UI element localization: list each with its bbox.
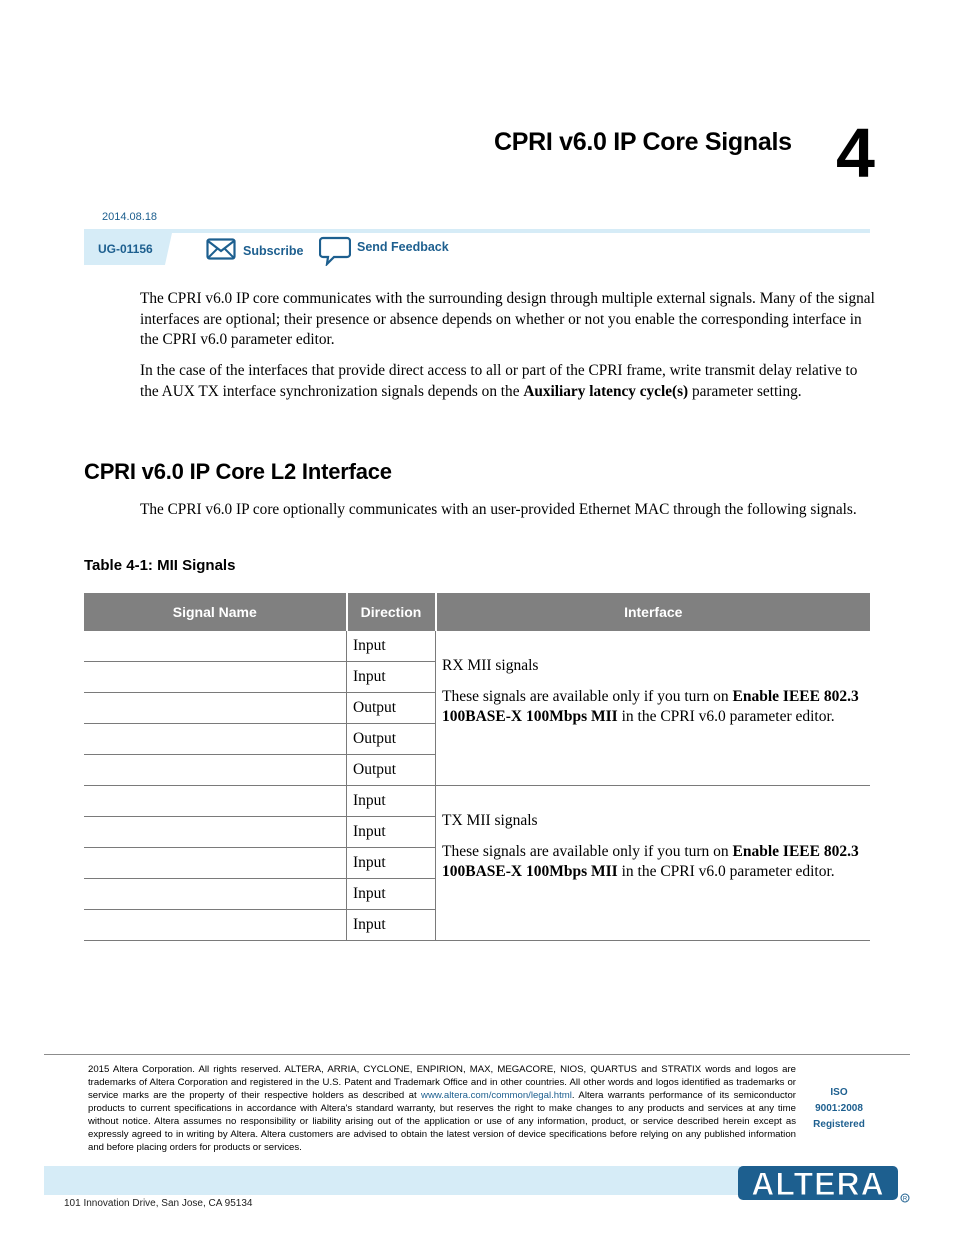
direction-cell: Input [347,848,436,879]
company-address: 101 Innovation Drive, San Jose, CA 95134 [64,1198,253,1209]
rx-desc-text: These signals are available only if you turn on [442,687,733,705]
table-header-row [84,593,870,631]
direction-cell: Output [347,693,436,724]
signal-name-cell [84,755,347,786]
legal-link[interactable]: www.altera.com/common/legal.html [421,1090,572,1101]
table-row [84,786,870,817]
interface-cell-rx [436,631,871,786]
legal-notice [88,1063,796,1154]
interface-cell-tx [436,786,871,941]
iso-badge [808,1085,870,1133]
section-heading: CPRI v6.0 IP Core L2 Interface [84,459,392,484]
direction-cell: Input [347,817,436,848]
tx-group-title: TX MII signals [442,812,538,829]
col-header-interface: Interface [436,593,871,631]
direction-cell: Input [347,879,436,910]
signal-name-cell [84,910,347,941]
rx-group-title: RX MII signals [442,657,539,674]
tx-desc-text: These signals are available only if you turn on [442,842,733,860]
rx-desc-text-end: in the CPRI v6.0 parameter editor. [617,708,835,725]
intro-paragraph: The CPRI v6.0 IP core communicates with the surrounding design through multiple external signals. Many of the signal interfaces are optional; their presence or absence depends on whether or not you enable the corresponding interface in the CPRI v6.0 parameter editor. [140,290,875,348]
legal-text: 2015 Altera Corporation. All rights reserved. ALTERA, ARRIA, CYCLONE, ENPIRION, MAX, MEGACORE, NIOS, QUARTUS and STRATIX words and logos are trademarks of Altera Corporation and registered in the U.S. Patent and Trademark Office and in other countries. All other words and logos identified as trademarks or service marks are the property of their respective holders as described at [88,1064,796,1101]
direction-cell: Output [347,724,436,755]
col-header-direction: Direction [347,593,436,631]
altera-logo [736,1162,912,1206]
rx-group-description [442,687,864,728]
col-header-signal-name: Signal Name [84,593,347,631]
direction-cell: Output [347,755,436,786]
signal-name-cell [84,817,347,848]
doc-info-bar [84,229,870,265]
table-caption: Table 4-1: MII Signals [84,557,236,574]
chapter-number: 4 [836,114,875,192]
doc-id: UG-01156 [98,242,153,256]
signal-name-cell [84,848,347,879]
iso-registered: Registered [813,1119,865,1130]
svg-text:R: R [902,1196,908,1203]
doc-date: 2014.08.18 [102,211,158,223]
signal-name-cell [84,631,347,662]
tx-desc-option: Enable IEEE 802.3 100BASE-X 100Mbps MII [442,842,859,880]
intro-paragraph-latency [140,361,875,402]
rx-desc-option: Enable IEEE 802.3 100BASE-X 100Mbps MII [442,687,859,725]
signal-name-cell [84,879,347,910]
direction-cell: Input [347,662,436,693]
mii-signals-table [84,593,870,941]
intro-text: In the case of the interfaces that provide direct access to all or part of the CPRI frame, write transmit delay relative to the AUX TX interface synchronization signals depends on the [140,362,858,400]
direction-cell: Input [347,631,436,662]
table-row [84,631,870,662]
signal-name-cell [84,786,347,817]
direction-cell: Input [347,786,436,817]
subscribe-link[interactable]: Subscribe [243,244,304,258]
signal-name-cell [84,724,347,755]
logo-wordmark: ALTERA [751,1166,885,1202]
legal-text-end: . Altera warrants performance of its semiconductor products to current specifications in accordance with Altera's standard warranty, but reserves the right to make changes to any products and services at any time without notice. Altera assumes no responsibility or liability arising out of the application or use of any information, product, or service described herein except as expressly agreed to in writing by Altera. Altera customers are advised to obtain the latest version of device specifications before relying on any published information and before placing orders for products or services. [88,1090,796,1153]
iso-line: ISO [830,1087,848,1098]
signal-name-cell [84,693,347,724]
doc-bar-band [84,229,870,233]
chapter-title: CPRI v6.0 IP Core Signals [494,128,792,156]
parameter-name: Auxiliary latency cycle(s) [523,382,689,400]
tx-group-description [442,842,864,883]
send-feedback-link[interactable]: Send Feedback [357,240,449,254]
tx-desc-text-end: in the CPRI v6.0 parameter editor. [617,863,835,880]
intro-text-end: parameter setting. [688,382,802,400]
footer-divider [44,1054,910,1055]
speech-bubble-icon[interactable] [319,236,351,266]
envelope-icon[interactable] [206,238,236,260]
section-paragraph: The CPRI v6.0 IP core optionally communicates with an user-provided Ethernet MAC through the following signals. [140,501,857,518]
direction-cell: Input [347,910,436,941]
signal-name-cell [84,662,347,693]
iso-standard: 9001:2008 [815,1103,863,1114]
footer-band [44,1166,740,1195]
